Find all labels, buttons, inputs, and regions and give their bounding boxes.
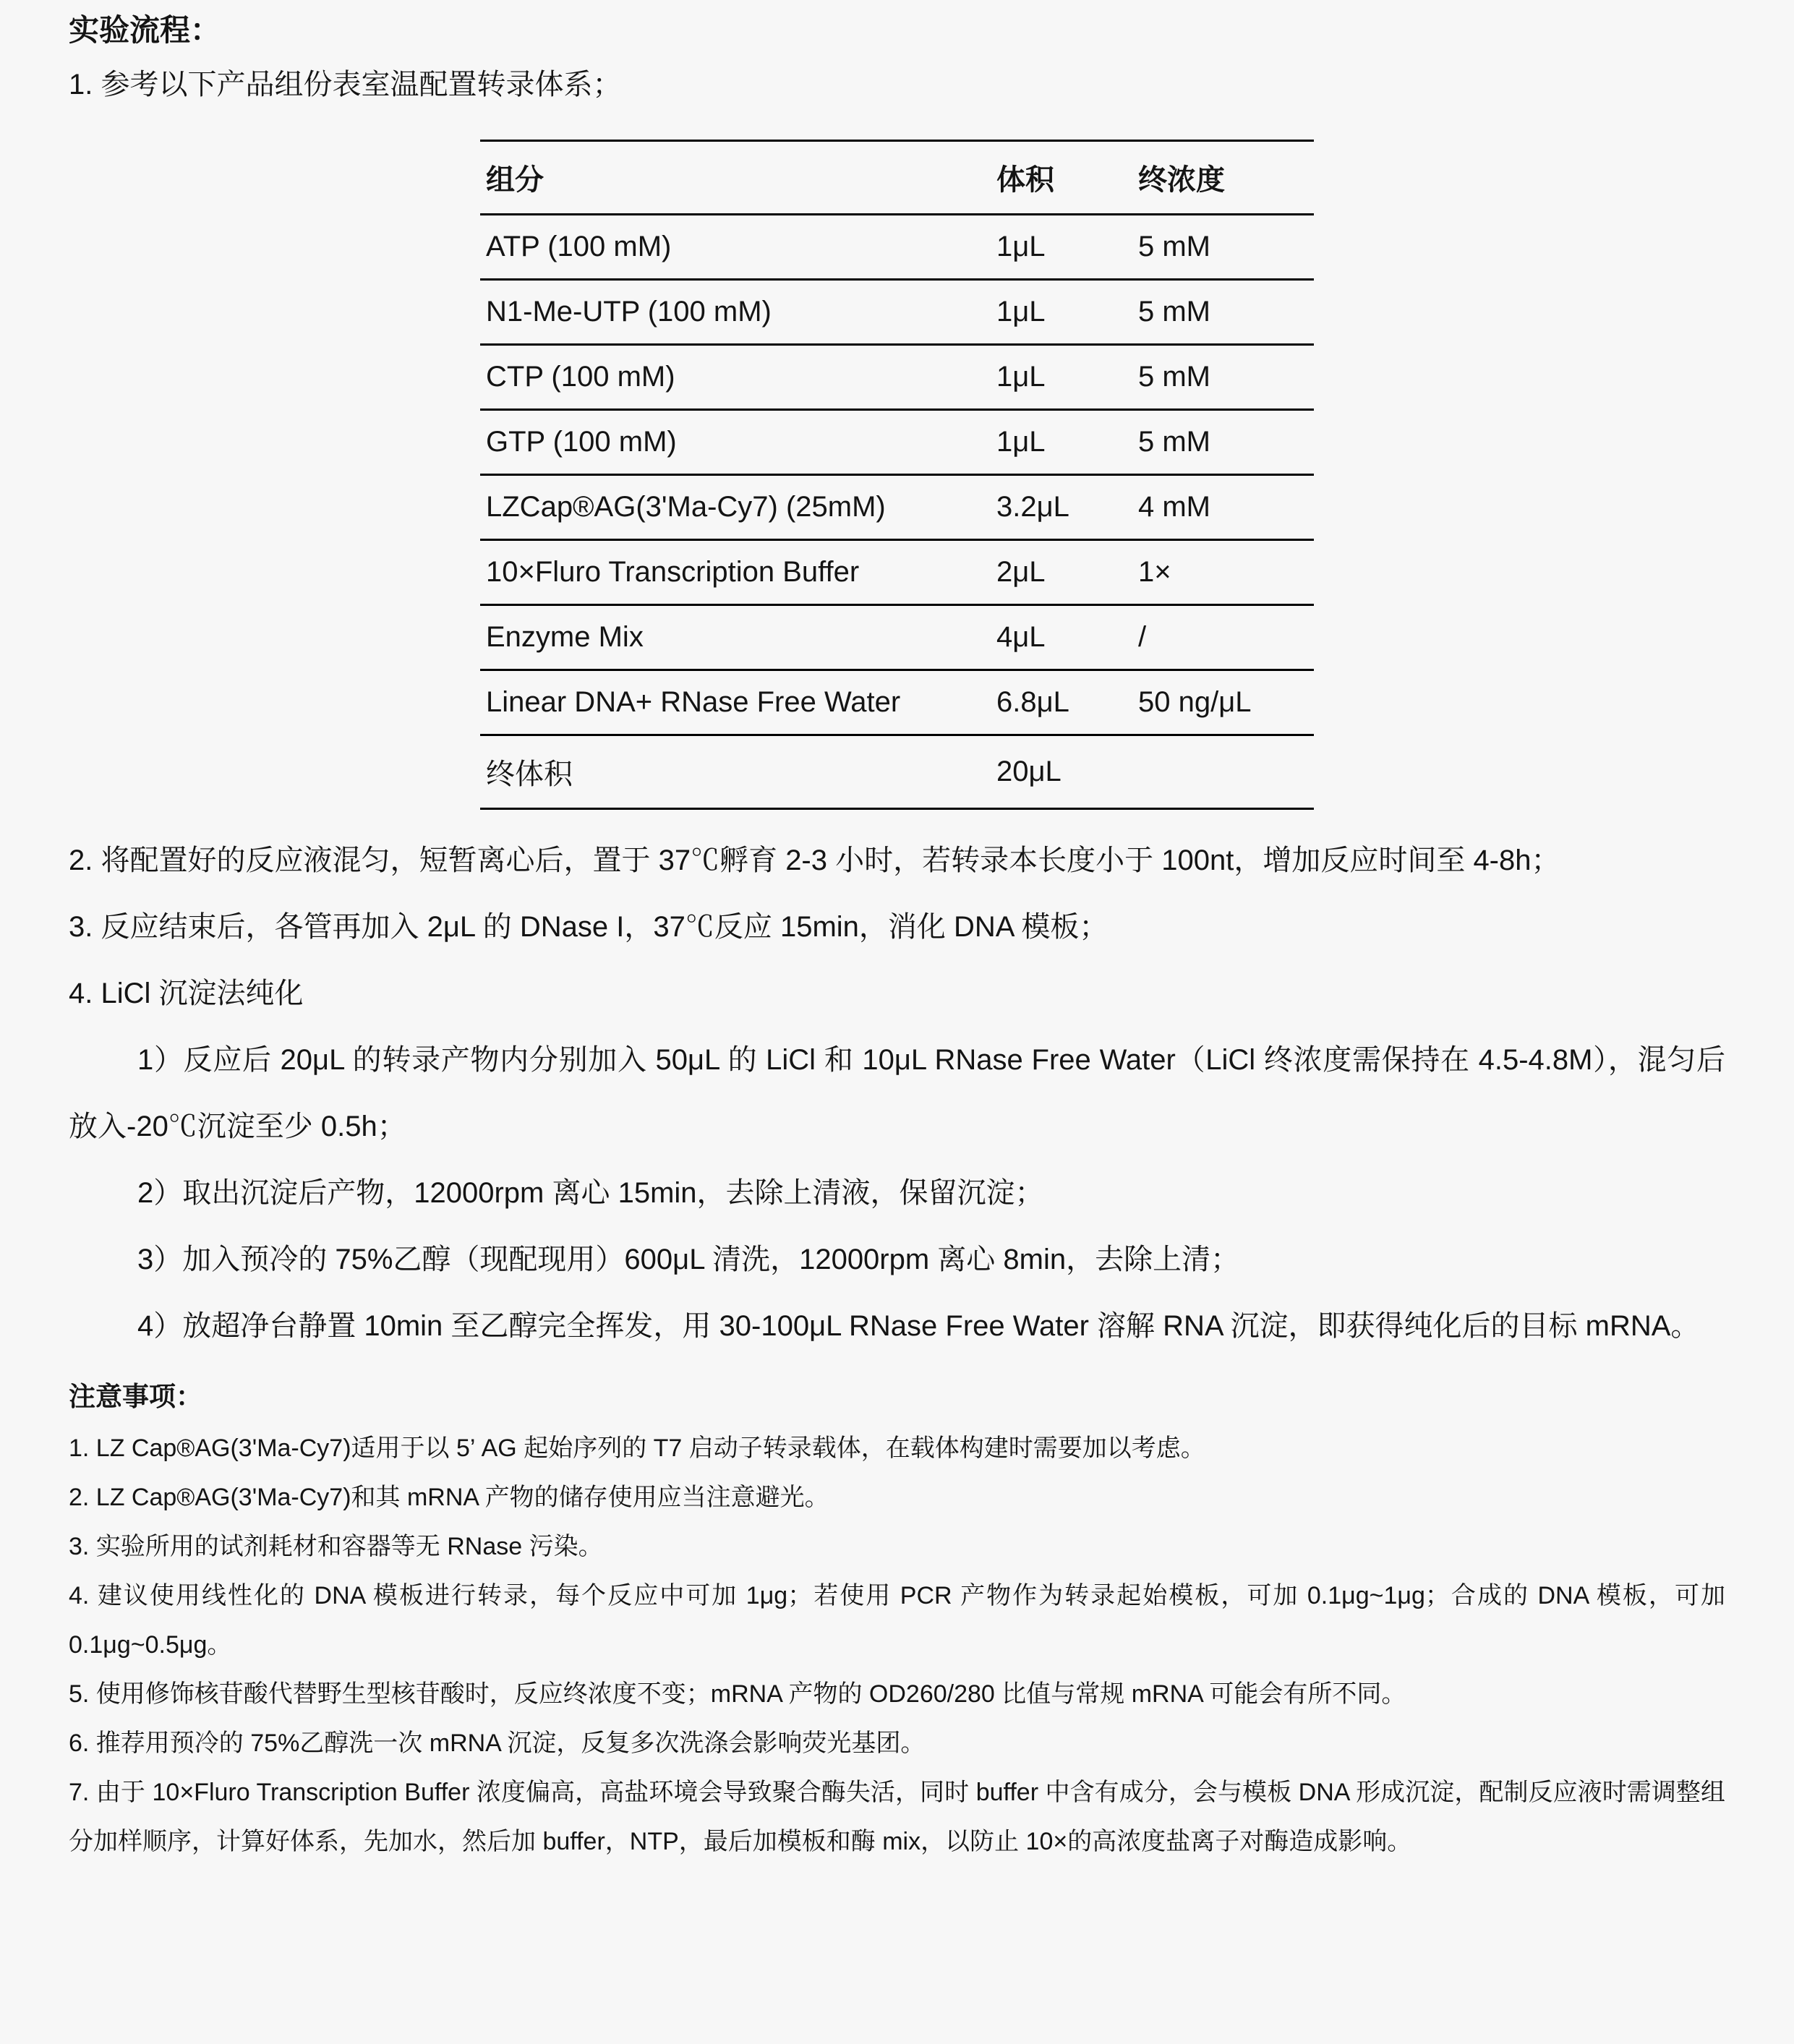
table-row-total-volume	[480, 735, 1314, 808]
note-3: 3. 实验所用的试剂耗材和容器等无 RNase 污染。	[69, 1533, 603, 1561]
step-4-sub-4: 4）放超净台静置 10min 至乙醇完全挥发，用 30-100μL RNase Free Water 溶解 RNA 沉淀，即获得纯化后的目标 mRNA。	[137, 1309, 1700, 1342]
cell-volume: 20μL	[991, 735, 1132, 808]
cell-component: GTP (100 mM)	[480, 409, 991, 474]
table-row-buffer	[480, 539, 1314, 604]
cell-volume: 1μL	[991, 279, 1132, 344]
step-3: 3. 反应结束后，各管再加入 2μL 的 DNase I，37℃反应 15min，消化 DNA 模板；	[69, 910, 1109, 943]
cell-final-concentration	[1132, 735, 1314, 808]
note-5: 5. 使用修饰核苷酸代替野生型核苷酸时，反应终浓度不变；mRNA 产物的 OD260/280 比值与常规 mRNA 可能会有所不同。	[69, 1680, 1406, 1709]
step-4-sub-1: 1）反应后 20μL 的转录产物内分别加入 50μL 的 LiCl 和 10μL RNase Free Water（LiCl 终浓度需保持在 4.5-4.8M），混匀后放入-20℃沉淀至少 0.5h；	[69, 1043, 1725, 1142]
step-4-sub-2: 2）取出沉淀后产物，12000rpm 离心 15min，去除上清液，保留沉淀；	[137, 1176, 1044, 1209]
section-title-notes: 注意事项：	[69, 1381, 202, 1411]
table-row-n1-me-utp	[480, 279, 1314, 344]
cell-volume: 6.8μL	[991, 670, 1132, 735]
note-1: 1. LZ Cap®AG(3'Ma-Cy7)适用于以 5’ AG 起始序列的 T7 启动子转录载体，在载体构建时需要加以考虑。	[69, 1434, 1205, 1463]
cell-final-concentration: 5 mM	[1132, 214, 1314, 279]
col-header-component: 组分	[480, 140, 991, 214]
cell-component: LZCap®AG(3'Ma-Cy7) (25mM)	[480, 474, 991, 539]
cell-component: CTP (100 mM)	[480, 344, 991, 409]
table-row-lzcap	[480, 474, 1314, 539]
cell-final-concentration: 5 mM	[1132, 344, 1314, 409]
step-1: 1. 参考以下产品组份表室温配置转录体系；	[69, 68, 622, 101]
note-4: 4. 建议使用线性化的 DNA 模板进行转录，每个反应中可加 1μg；若使用 PCR 产物作为转录起始模板，可加 0.1μg~1μg；合成的 DNA 模板，可加 0.1μg~0.5μg。	[69, 1582, 1725, 1659]
cell-final-concentration: 4 mM	[1132, 474, 1314, 539]
cell-volume: 1μL	[991, 344, 1132, 409]
cell-component: N1-Me-UTP (100 mM)	[480, 279, 991, 344]
cell-volume: 1μL	[991, 214, 1132, 279]
cell-component: Enzyme Mix	[480, 604, 991, 670]
table-header-row	[480, 140, 1314, 214]
table-row-ctp	[480, 344, 1314, 409]
note-6: 6. 推荐用预冷的 75%乙醇洗一次 mRNA 沉淀，反复多次洗涤会影响荧光基团。	[69, 1729, 926, 1758]
table-row-atp	[480, 214, 1314, 279]
cell-final-concentration: 1×	[1132, 539, 1314, 604]
note-2: 2. LZ Cap®AG(3'Ma-Cy7)和其 mRNA 产物的储存使用应当注意避光。	[69, 1484, 829, 1512]
table-row-gtp	[480, 409, 1314, 474]
cell-component: 10×Fluro Transcription Buffer	[480, 539, 991, 604]
cell-final-concentration: /	[1132, 604, 1314, 670]
cell-final-concentration: 5 mM	[1132, 409, 1314, 474]
cell-component: ATP (100 mM)	[480, 214, 991, 279]
cell-volume: 4μL	[991, 604, 1132, 670]
cell-final-concentration: 50 ng/μL	[1132, 670, 1314, 735]
cell-volume: 2μL	[991, 539, 1132, 604]
step-4-sub-3: 3）加入预冷的 75%乙醇（现配现用）600μL 清洗，12000rpm 离心 8min，去除上清；	[137, 1243, 1240, 1275]
cell-volume: 3.2μL	[991, 474, 1132, 539]
col-header-final-concentration: 终浓度	[1132, 140, 1314, 214]
cell-final-concentration: 5 mM	[1132, 279, 1314, 344]
section-title-procedure: 实验流程：	[69, 13, 221, 47]
table-row-enzyme-mix	[480, 604, 1314, 670]
reagent-table	[480, 140, 1314, 810]
cell-volume: 1μL	[991, 409, 1132, 474]
cell-component: Linear DNA+ RNase Free Water	[480, 670, 991, 735]
cell-component: 终体积	[480, 735, 991, 808]
note-7: 7. 由于 10×Fluro Transcription Buffer 浓度偏高，高盐环境会导致聚合酶失活，同时 buffer 中含有成分，会与模板 DNA 形成沉淀，配制反应液时需调整组分加样顺序，计算好体系，先加水，然后加 buffer，NTP，最后加模板和酶 mix，以防止 10×的高浓度盐离子对酶造成影响。	[69, 1779, 1725, 1856]
table-row-linear-dna	[480, 670, 1314, 735]
step-4: 4. LiCl 沉淀法纯化	[69, 977, 304, 1009]
col-header-volume: 体积	[991, 140, 1132, 214]
step-2: 2. 将配置好的反应液混匀，短暂离心后，置于 37℃孵育 2-3 小时，若转录本长度小于 100nt，增加反应时间至 4-8h；	[69, 844, 1560, 876]
